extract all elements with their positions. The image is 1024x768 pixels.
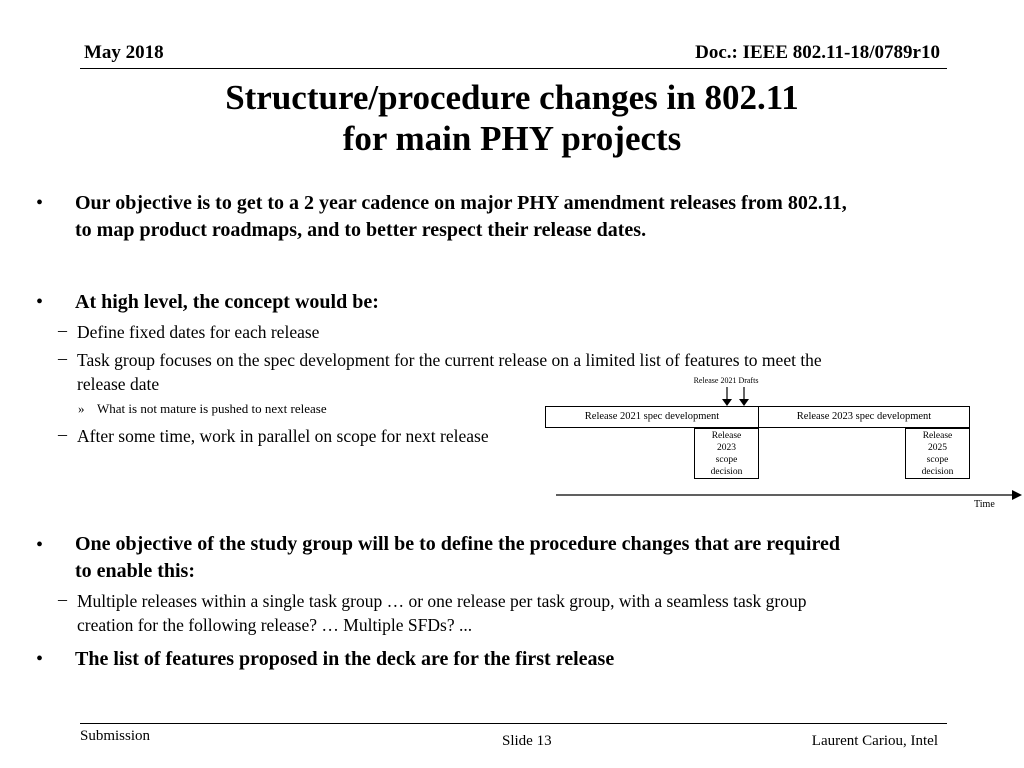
bullet-features: The list of features proposed in the deck are for the first release [75, 648, 615, 670]
bullet-objective [75, 190, 847, 244]
release-2021-bar: Release 2021 spec development [545, 406, 759, 428]
sub-bullet-fixed-dates: Define fixed dates for each release [77, 322, 320, 342]
title-line-2: for main PHY projects [342, 119, 682, 158]
footer-submission: Submission [80, 728, 151, 744]
time-axis-label: Time [974, 499, 995, 510]
footer-author: Laurent Cariou, Intel [811, 733, 938, 749]
bullet-line: to map product roadmaps, and to better respect their release dates. [75, 219, 647, 241]
release-2023-bar: Release 2023 spec development [758, 406, 970, 428]
bullet-marker: • [36, 648, 44, 670]
title-line-1: Structure/procedure changes in 802.11 [225, 78, 799, 117]
decision-line: 2023 [717, 443, 736, 453]
dash-marker: – [58, 589, 67, 609]
subsub-marker: » [78, 401, 85, 416]
footer-rule [80, 723, 947, 724]
release-2023-scope-decision [694, 428, 759, 479]
dash-marker: – [58, 320, 67, 340]
decision-line: scope [715, 455, 738, 465]
sub-line: release date [77, 374, 160, 394]
sub-line: creation for the following release? … Multiple SFDs? ... [77, 615, 473, 635]
draft-arrows-icon [718, 387, 754, 407]
time-axis-arrow-icon [556, 488, 1022, 502]
drafts-label: Release 2021 Drafts [693, 376, 759, 385]
sub-bullet-parallel-scope: After some time, work in parallel on scope for next release [77, 426, 489, 446]
bullet-line: to enable this: [75, 560, 195, 582]
dash-marker: – [58, 348, 67, 368]
decision-line: decision [710, 467, 743, 477]
bullet-marker: • [36, 192, 44, 214]
decision-line: Release [711, 431, 742, 441]
sub-line: Task group focuses on the spec development for the current release on a limited list of features to meet the [77, 350, 822, 370]
header-date: May 2018 [84, 42, 164, 63]
footer-slide-number: Slide 13 [502, 733, 552, 749]
slide-title [0, 77, 1024, 159]
bullet-marker: • [36, 291, 44, 313]
header-rule [80, 68, 947, 69]
decision-line: Release [922, 431, 953, 441]
release-2025-scope-decision [905, 428, 970, 479]
sub-bullet-multiple-releases [77, 589, 806, 637]
bullet-line: One objective of the study group will be to define the procedure changes that are required [75, 533, 840, 555]
decision-line: 2025 [928, 443, 947, 453]
sub-bullet-task-group [77, 348, 822, 396]
bullet-line: Our objective is to get to a 2 year cadence on major PHY amendment releases from 802.11, [75, 192, 847, 214]
bullet-concept: At high level, the concept would be: [75, 291, 379, 313]
decision-line: scope [926, 455, 949, 465]
bullet-marker: • [36, 534, 44, 556]
sub-line: Multiple releases within a single task group … or one release per task group, with a seamless task group [77, 591, 807, 611]
decision-line: decision [921, 467, 954, 477]
header-doc-number: Doc.: IEEE 802.11-18/0789r10 [695, 42, 940, 63]
bullet-study-group [75, 531, 840, 585]
subsub-bullet-not-mature: What is not mature is pushed to next release [97, 401, 327, 416]
dash-marker: – [58, 424, 67, 444]
